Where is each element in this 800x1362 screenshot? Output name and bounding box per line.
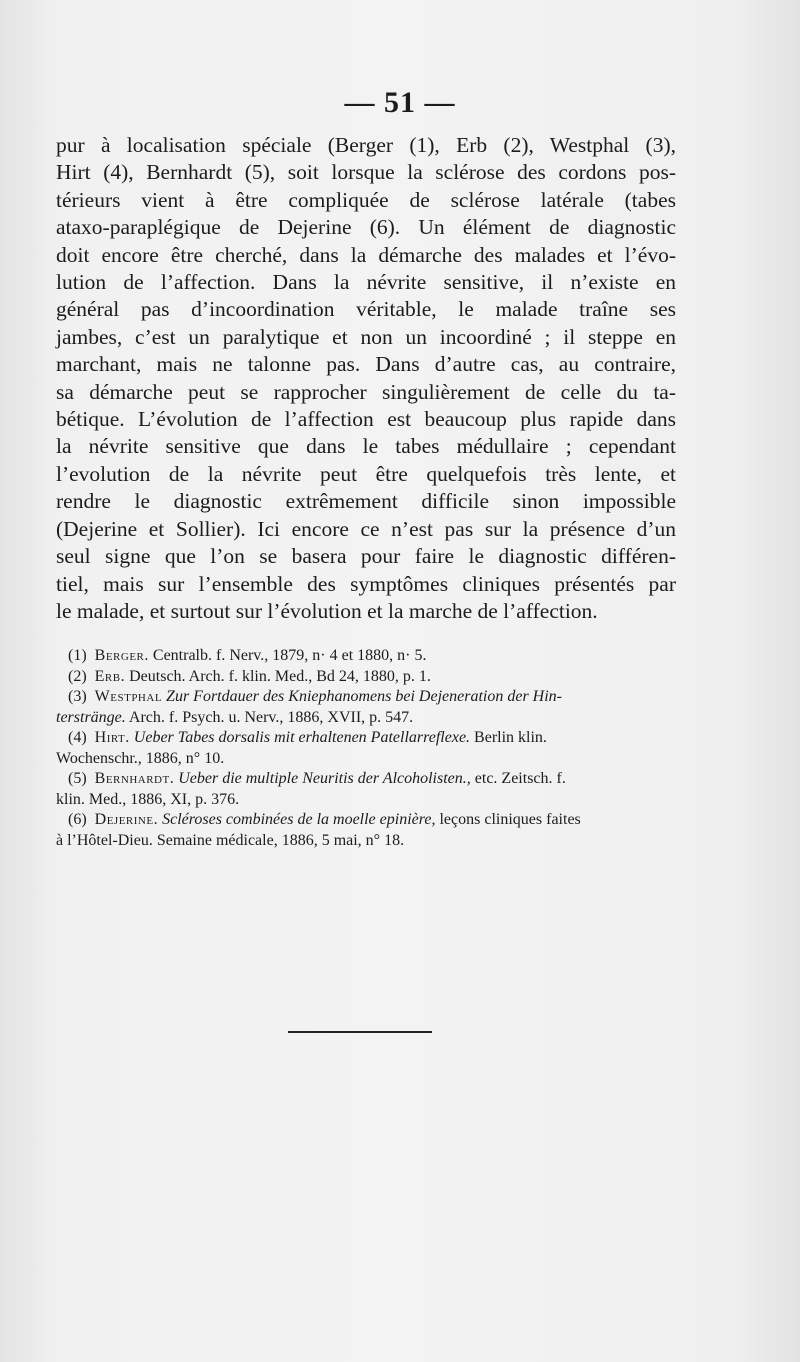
footnote-author: Westphal — [94, 688, 163, 705]
footnote-author: Bernhardt. — [94, 770, 175, 787]
text-line: l’evolution de la névrite peut être quelquefois très lente, et — [56, 461, 676, 486]
text-line: la névrite sensitive que dans le tabes médullaire ; cependant — [56, 434, 676, 459]
footnote-reference-continued: à l’Hôtel-Dieu. Semaine médicale, 1886, 5 mai, n° 18. — [56, 831, 405, 849]
footnote-6 — [56, 810, 672, 851]
text-line: lution de l’affection. Dans la névrite sensitive, il n’existe en — [56, 270, 676, 295]
text-line: bétique. L’évolution de l’affection est beaucoup plus rapide dans — [56, 407, 676, 432]
footnote-title: Ueber die multiple Neuritis der Alcoholisten., — [178, 770, 471, 787]
text-line: marchant, mais ne talonne pas. Dans d’autre cas, au contraire, — [56, 352, 676, 377]
footnote-reference: Centralb. f. Nerv., 1879, n· 4 et 1880, n· 5. — [152, 647, 427, 664]
text-line: général pas d’incoordination véritable, le malade traîne ses — [56, 297, 676, 322]
footnote-title-continued: terstränge. — [56, 708, 126, 726]
text-line: (Dejerine et Sollier). Ici encore ce n’est pas sur la présence d’un — [56, 516, 676, 541]
footnote-author: Erb. — [94, 667, 126, 685]
section-rule — [288, 1031, 432, 1033]
text-line: tiel, mais sur l’ensemble des symptômes cliniques présentés par — [56, 571, 676, 596]
footnote-number: (3) — [68, 688, 87, 705]
text-line: jambes, c’est un paralytique et non un incoordiné ; il steppe en — [56, 324, 676, 349]
footnote-author: Hirt. — [94, 729, 130, 746]
text-line: le malade, et surtout sur l’évolution et la marche de l’affection. — [56, 598, 598, 623]
page-number: — 51 — — [344, 86, 456, 119]
text-line: doit encore être cherché, dans la démarche des malades et l’évo- — [56, 242, 676, 267]
footnote-5 — [56, 769, 672, 810]
footnote-number: (5) — [68, 770, 87, 787]
footnote-reference: Deutsch. Arch. f. klin. Med., Bd 24, 1880, p. 1. — [129, 667, 431, 685]
footnote-number: (2) — [68, 667, 87, 685]
footnote-1 — [56, 646, 672, 667]
text-line: ataxo-paraplégique de Dejerine (6). Un élément de diagnostic — [56, 215, 676, 240]
text-line: seul signe que l’on se basera pour faire le diagnostic différen- — [56, 544, 676, 569]
text-line: rendre le diagnostic extrêmement difficile sinon impossible — [56, 489, 676, 514]
footnote-reference-continued: Wochenschr., 1886, n° 10. — [56, 749, 225, 767]
text-line: pur à localisation spéciale (Berger (1), Erb (2), Westphal (3), — [56, 133, 676, 157]
footnote-reference-continued: klin. Med., 1886, XI, p. 376. — [56, 790, 240, 808]
footnote-title: Ueber Tabes dorsalis mit erhaltenen Patellarreflexe. — [133, 729, 471, 746]
text-line: Hirt (4), Bernhardt (5), soit lorsque la sclérose des cordons pos- — [56, 160, 676, 185]
footnote-reference: leçons cliniques faites — [439, 811, 581, 828]
footnote-number: (6) — [68, 811, 87, 828]
footnote-title: Zur Fortdauer des Kniephanomens bei Dejeneration der Hin- — [166, 688, 562, 705]
footnote-number: (4) — [68, 729, 87, 746]
text-line: sa démarche peut se rapprocher singulièrement de celle du ta- — [56, 379, 676, 404]
footnote-3 — [56, 687, 672, 728]
footnote-author: Dejerine. — [94, 811, 159, 828]
footnote-number: (1) — [68, 647, 87, 664]
body-paragraph — [56, 132, 676, 625]
footnote-reference: etc. Zeitsch. f. — [474, 770, 566, 787]
footnote-author: Berger. — [94, 647, 149, 664]
footnote-2 — [56, 667, 672, 688]
footnote-reference: Arch. f. Psych. u. Nerv., 1886, XVII, p. 547. — [128, 708, 414, 726]
footnote-reference: Berlin klin. — [474, 729, 547, 746]
text-line: térieurs vient à être compliquée de sclérose latérale (tabes — [56, 187, 676, 212]
footnote-4 — [56, 728, 672, 769]
footnote-title: Scléroses combinées de la moelle epinière, — [162, 811, 436, 828]
footnotes — [56, 646, 672, 851]
